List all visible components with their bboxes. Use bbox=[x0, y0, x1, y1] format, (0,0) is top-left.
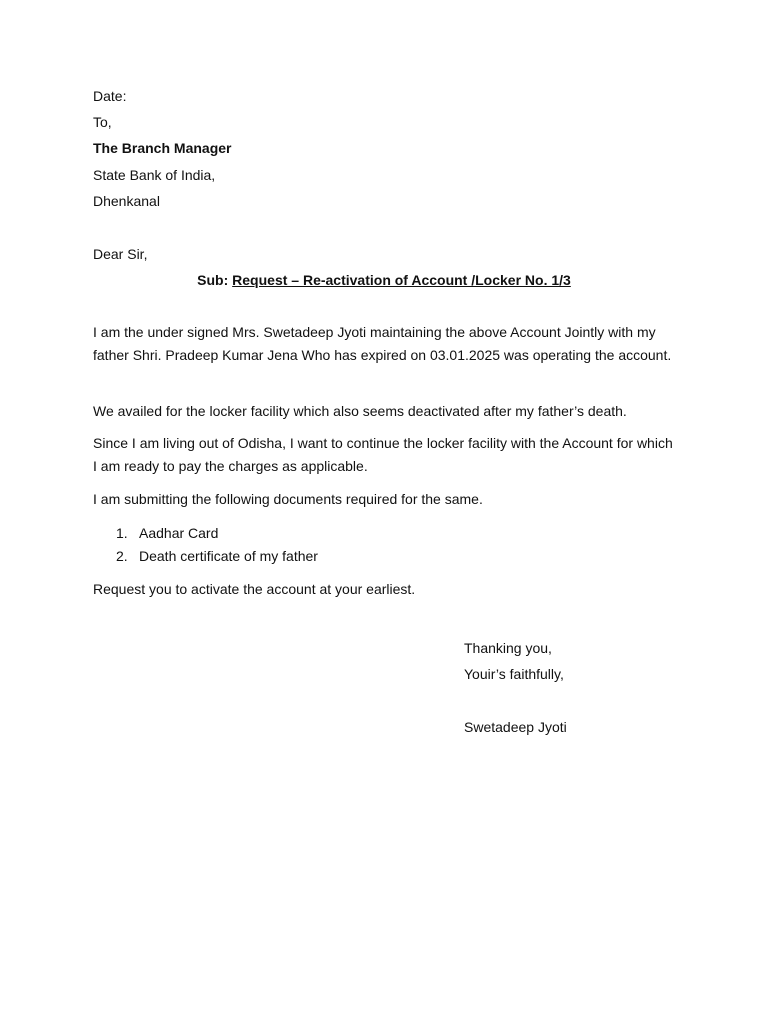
list-item-number: 1. bbox=[116, 525, 128, 541]
date-label: Date: bbox=[93, 88, 127, 104]
list-item-text: Death certificate of my father bbox=[139, 548, 318, 564]
subject-text: Request – Re-activation of Account /Locker No. 1/3 bbox=[232, 272, 571, 288]
list-item bbox=[116, 524, 218, 542]
list-item-text: Aadhar Card bbox=[139, 525, 219, 541]
paragraph-documents: I am submitting the following documents required for the same. bbox=[93, 491, 483, 507]
list-item-number: 2. bbox=[116, 548, 128, 564]
recipient-bank: State Bank of India, bbox=[93, 167, 216, 183]
paragraph-locker: We availed for the locker facility which also seems deactivated after my father’s death. bbox=[93, 403, 627, 419]
recipient-title: The Branch Manager bbox=[93, 140, 232, 156]
recipient-branch: Dhenkanal bbox=[93, 193, 160, 209]
to-label: To, bbox=[93, 114, 112, 130]
closing-sign-off: Youir’s faithfully, bbox=[464, 666, 564, 682]
list-item bbox=[116, 547, 318, 565]
subject-line bbox=[93, 271, 675, 289]
signatory-name: Swetadeep Jyoti bbox=[464, 719, 567, 735]
paragraph-continue: Since I am living out of Odisha, I want to continue the locker facility with the Account for which I am ready to pay the charges as applicable. bbox=[93, 435, 673, 474]
request-line: Request you to activate the account at your earliest. bbox=[93, 581, 416, 597]
subject-prefix: Sub: bbox=[197, 272, 229, 288]
salutation: Dear Sir, bbox=[93, 246, 148, 262]
closing-thanks: Thanking you, bbox=[464, 640, 552, 656]
paragraph-account: I am the under signed Mrs. Swetadeep Jyoti maintaining the above Account Jointly with my father Shri. Pradeep Kumar Jena Who has expired on 03.01.2025 was operating the account. bbox=[93, 324, 672, 363]
